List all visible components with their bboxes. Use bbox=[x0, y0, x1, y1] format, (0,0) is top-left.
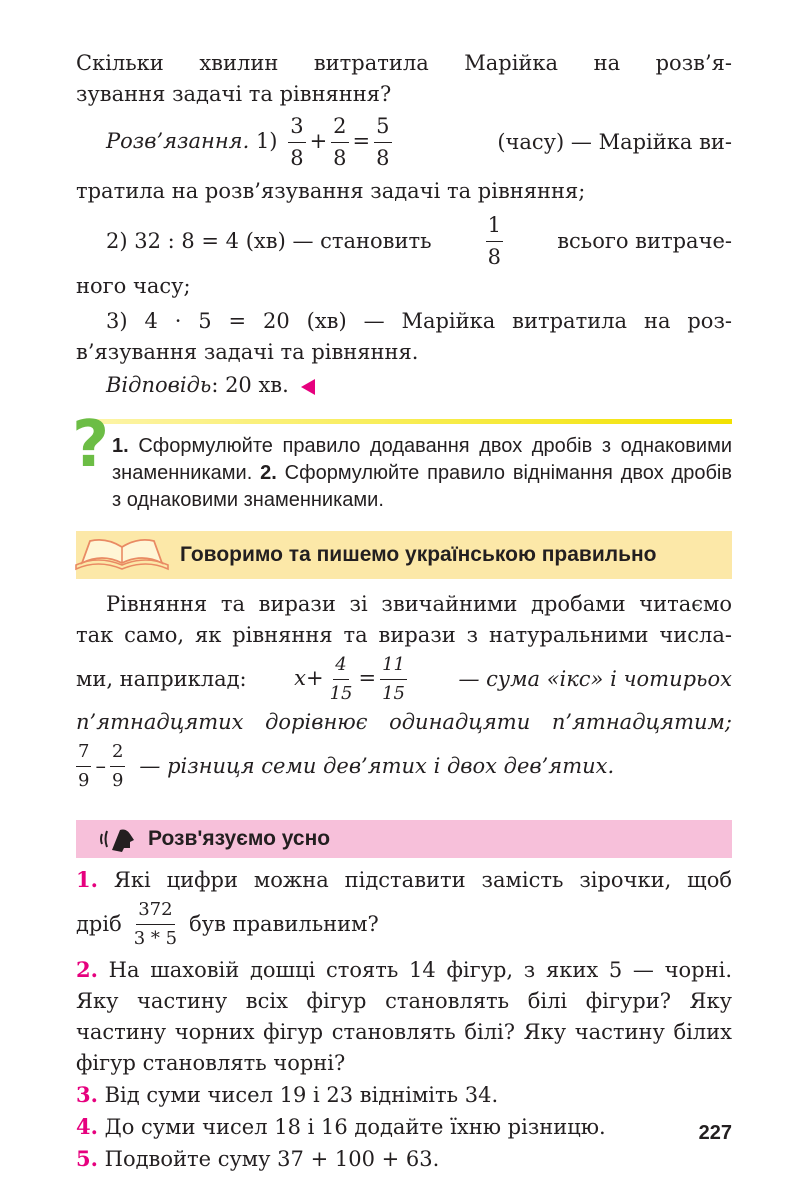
oral-item-3 bbox=[76, 1079, 732, 1111]
speak-line1: Рівняння та вирази зі звичайними дробами читаємо bbox=[106, 592, 732, 616]
fraction: $\frac{372}{3 * 5}$ bbox=[133, 898, 178, 949]
page-number: 227 bbox=[698, 1122, 732, 1144]
step1-continuation: тратила на розв’язування задачі та рівняння; bbox=[76, 179, 586, 203]
oral-item-1-pre: дріб bbox=[76, 911, 122, 936]
speak-line3-reading: — сума «ікс» і чотирьох bbox=[458, 666, 732, 691]
yellow-divider bbox=[90, 419, 732, 424]
end-marker-triangle-icon bbox=[301, 379, 315, 395]
oral-item-1-text: Які цифри можна підставити замість зірочки, щоб bbox=[113, 868, 732, 892]
oral-exercises-header bbox=[76, 820, 732, 858]
oral-item-1-line2 bbox=[76, 896, 732, 952]
speak-correctly-header bbox=[76, 531, 732, 579]
solution-step1: Розв’язання. 1) $\frac{3}{8}$ + $\frac{2}{8}$ = $\frac{5}{8}$ (часу) — Марійка ви- bbox=[106, 113, 732, 170]
solution-step2 bbox=[76, 213, 732, 269]
answer-label: Відповідь bbox=[106, 373, 212, 397]
oral-item-5-number: 5. bbox=[76, 1146, 98, 1171]
question-1-number: 1. bbox=[112, 435, 129, 457]
fraction: $\frac{7}{9}$ bbox=[78, 740, 90, 791]
oral-item-2 bbox=[76, 954, 732, 1079]
step3-line1: 3) 4 · 5 = 20 (хв) — Марійка витратила на роз- bbox=[106, 309, 732, 333]
step3-line2: в’язування задачі та рівняння. bbox=[76, 340, 419, 364]
oral-item-4 bbox=[76, 1111, 732, 1143]
speak-line5-reading: — різниця семи дев’ятих і двох дев’ятих. bbox=[139, 753, 615, 778]
answer-line bbox=[76, 370, 732, 401]
question-2-text: Сформулюйте правило віднімання двох дробів з однаковими знаменниками. bbox=[112, 462, 732, 511]
question-mark-icon: ? bbox=[72, 408, 110, 482]
fraction: $\frac{3}{8}$ bbox=[290, 113, 304, 170]
problem-intro-line1: Скільки хвилин витратила Марійка на розв’я- bbox=[76, 51, 732, 75]
step2-text: 2) 32 : 8 = 4 (хв) — становить bbox=[106, 228, 432, 253]
oral-item-2-text: На шаховій дошці стоять 14 фігур, з яких 5 — чорні. Яку частину всіх фігур становлять білі фігури? Яку частину чорних фігур становлять білі? Яку частину білих фігур становлять чорні? bbox=[76, 958, 732, 1075]
review-questions bbox=[72, 408, 732, 511]
oral-item-1-line1 bbox=[76, 864, 732, 896]
speak-line3: ми, наприклад: x+ $\frac{4}{15}$ = $\frac{11}{15}$ — сума «ікс» і чотирьох bbox=[76, 653, 732, 704]
open-book-icon bbox=[70, 535, 174, 575]
textbook-page bbox=[72, 48, 732, 1175]
question-2-number: 2. bbox=[260, 462, 277, 484]
answer-value: : 20 хв. bbox=[211, 373, 289, 397]
oral-item-3-text: Від суми чисел 19 і 23 відніміть 34. bbox=[104, 1083, 499, 1107]
oral-exercises-title: Розв'язуємо усно bbox=[148, 827, 331, 850]
oral-item-5-text: Подвойте суму 37 + 100 + 63. bbox=[104, 1147, 440, 1171]
step2-after: всього витраче- bbox=[557, 228, 732, 253]
oral-item-2-number: 2. bbox=[76, 957, 98, 982]
speak-line5: $\frac{7}{9}$ – $\frac{2}{9}$ — різниця семи дев’ятих і двох дев’ятих. bbox=[78, 740, 615, 791]
speak-line4: п’ятнадцятих дорівнює одинадцяти п’ятнадцятим; bbox=[76, 710, 732, 734]
problem-intro-line2: зування задачі та рівняння? bbox=[76, 82, 392, 106]
solution-label: Розв’язання. bbox=[106, 128, 250, 153]
fraction: $\frac{2}{9}$ bbox=[111, 740, 124, 791]
fraction: $\frac{2}{8}$ bbox=[333, 113, 347, 170]
question-1-text: Сформулюйте правило додавання двох дробів з однаковими знаменниками. bbox=[112, 435, 732, 484]
fraction: $\frac{1}{8}$ bbox=[487, 212, 502, 269]
questions-text bbox=[112, 433, 732, 514]
speak-correctly-title: Говоримо та пишемо українською правильно bbox=[180, 543, 657, 566]
speaking-head-icon bbox=[98, 824, 138, 854]
oral-item-4-text: До суми чисел 18 і 16 додайте їхню різницю. bbox=[104, 1115, 606, 1139]
fraction: $\frac{11}{15}$ bbox=[382, 653, 405, 704]
oral-item-4-number: 4. bbox=[76, 1114, 98, 1139]
oral-item-3-number: 3. bbox=[76, 1082, 98, 1107]
speak-line2: так само, як рівняння та вирази з натуральними числа- bbox=[76, 623, 732, 647]
step1-text: (часу) — Марійка ви- bbox=[497, 129, 732, 154]
oral-item-1-post: був правильним? bbox=[189, 911, 379, 936]
speak-correctly-body bbox=[76, 589, 732, 794]
speak-line3-start: ми, наприклад: bbox=[76, 666, 247, 691]
fraction: $\frac{5}{8}$ bbox=[376, 113, 390, 170]
variable-x: x bbox=[294, 665, 306, 690]
fraction: $\frac{4}{15}$ bbox=[329, 653, 353, 704]
oral-item-1-number: 1. bbox=[76, 867, 98, 892]
step2-continuation: ного часу; bbox=[76, 274, 191, 298]
oral-exercises-list bbox=[76, 864, 732, 1175]
step1-number: 1) bbox=[255, 128, 278, 153]
oral-item-5 bbox=[76, 1143, 732, 1175]
